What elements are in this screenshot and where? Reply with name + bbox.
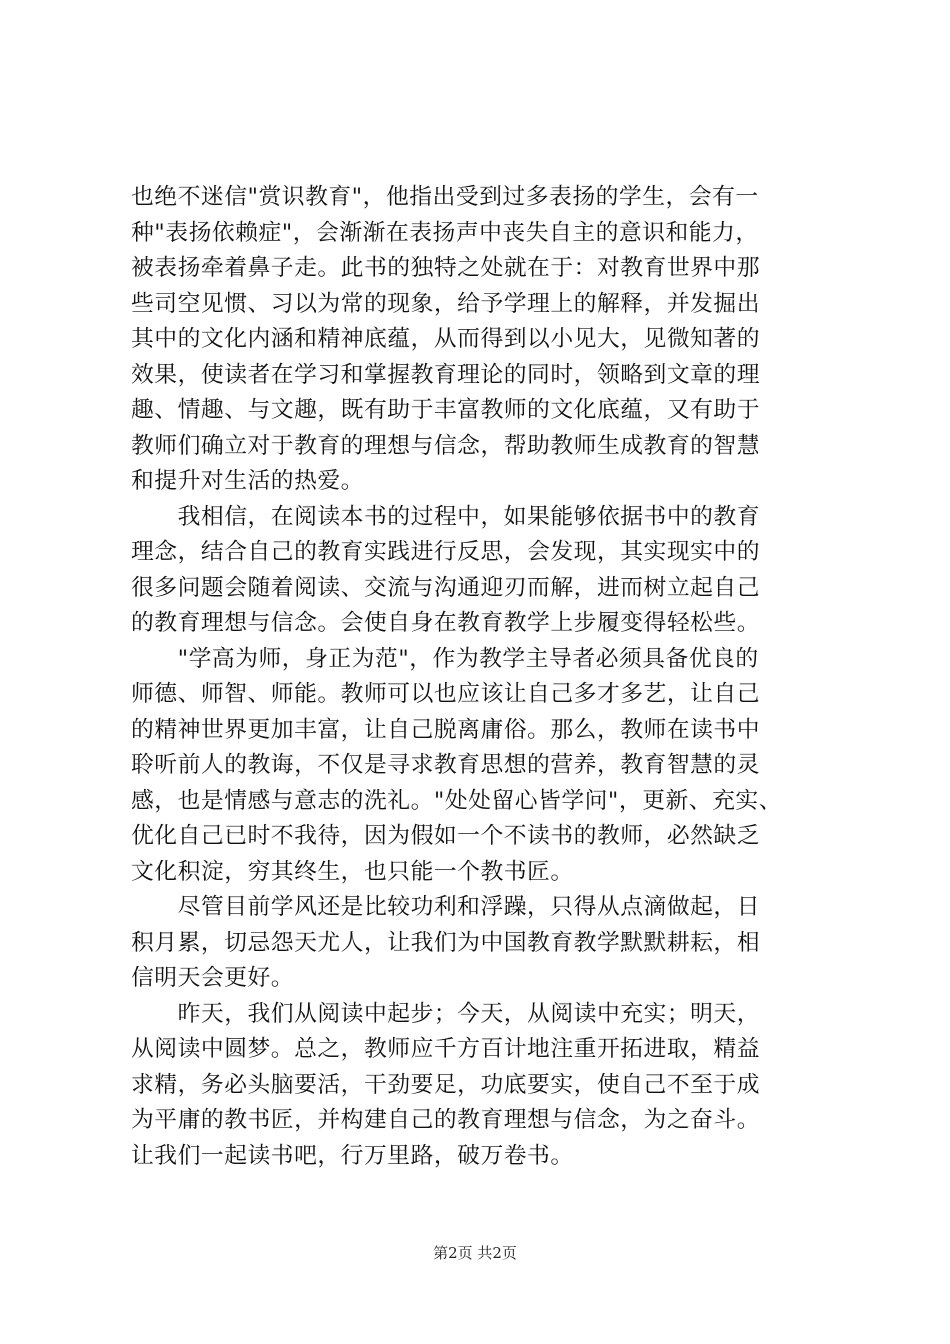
- text-line: 求精，务必头脑要活，干劲要足，功底要实，使自己不至于成: [131, 1071, 761, 1098]
- paragraph-2: [131, 500, 831, 642]
- text-line: 趣、情趣、与文趣，既有助于丰富教师的文化底蕴，又有助于: [131, 397, 761, 423]
- text-line: "学高为师，身正为范"，作为教学主导者必须具备优良的: [131, 645, 759, 672]
- text-line: 也绝不迷信"赏识教育"，他指出受到过多表扬的学生，会有一: [131, 184, 759, 210]
- text-line: 和提升对生活的热爱。: [131, 468, 364, 494]
- text-line: 效果，使读者在学习和掌握教育理论的同时，领略到文章的理: [131, 361, 761, 388]
- text-line: 文化积淀，穷其终生，也只能一个教书匠。: [131, 858, 574, 885]
- text-line: 的精神世界更加丰富，让自己脱离庸俗。那么，教师在读书中: [131, 716, 761, 743]
- text-line: 积月累，切忌怨天尤人，让我们为中国教育教学默默耕耘，相: [131, 929, 761, 956]
- text-line: 教师们确立对于教育的理想与信念，帮助教师生成教育的智慧: [131, 432, 761, 459]
- page-number-footer: 第2页 共2页: [433, 1244, 517, 1262]
- text-line: 尽管目前学风还是比较功利和浮躁，只得从点滴做起，日: [131, 894, 761, 920]
- text-line: 种"表扬依赖症"，会渐渐在表扬声中丧失自主的意识和能力，: [131, 219, 759, 246]
- paragraph-4: [131, 890, 831, 997]
- text-line: 很多问题会随着阅读、交流与沟通迎刃而解，进而树立起自己: [131, 574, 761, 601]
- paragraph-3: [131, 642, 831, 891]
- text-line: 优化自己已时不我待，因为假如一个不读书的教师，必然缺乏: [131, 823, 761, 849]
- text-line: 昨天，我们从阅读中起步；今天，从阅读中充实；明天，: [131, 1000, 761, 1027]
- text-line: 从阅读中圆梦。总之，教师应千方百计地注重开拓进取，精益: [131, 1036, 761, 1062]
- text-line: 聆听前人的教诲，不仅是寻求教育思想的营养，教育智慧的灵: [131, 752, 761, 778]
- paragraph-5: [131, 997, 831, 1175]
- text-line: 感，也是情感与意志的洗礼。"处处留心皆学问"，更新、充实、: [131, 787, 782, 814]
- text-line: 其中的文化内涵和精神底蕴，从而得到以小见大，见微知著的: [131, 326, 761, 352]
- text-line: 让我们一起读书吧，行万里路，破万卷书。: [131, 1142, 574, 1169]
- text-line: 被表扬牵着鼻子走。此书的独特之处就在于：对教育世界中那: [131, 255, 761, 281]
- paragraph-1: [131, 180, 831, 500]
- text-line: 我相信，在阅读本书的过程中，如果能够依据书中的教育: [131, 503, 761, 530]
- text-line: 些司空见惯、习以为常的现象，给予学理上的解释，并发掘出: [131, 290, 761, 317]
- text-line: 信明天会更好。: [131, 965, 295, 991]
- document-body: [131, 180, 831, 1174]
- text-line: 为平庸的教书匠，并构建自己的教育理想与信念，为之奋斗。: [131, 1107, 761, 1133]
- text-line: 理念，结合自己的教育实践进行反思，会发现，其实现实中的: [131, 539, 761, 565]
- text-line: 师德、师智、师能。教师可以也应该让自己多才多艺，让自己: [131, 681, 761, 707]
- text-line: 的教育理想与信念。会使自身在教育教学上步履变得轻松些。: [131, 610, 761, 636]
